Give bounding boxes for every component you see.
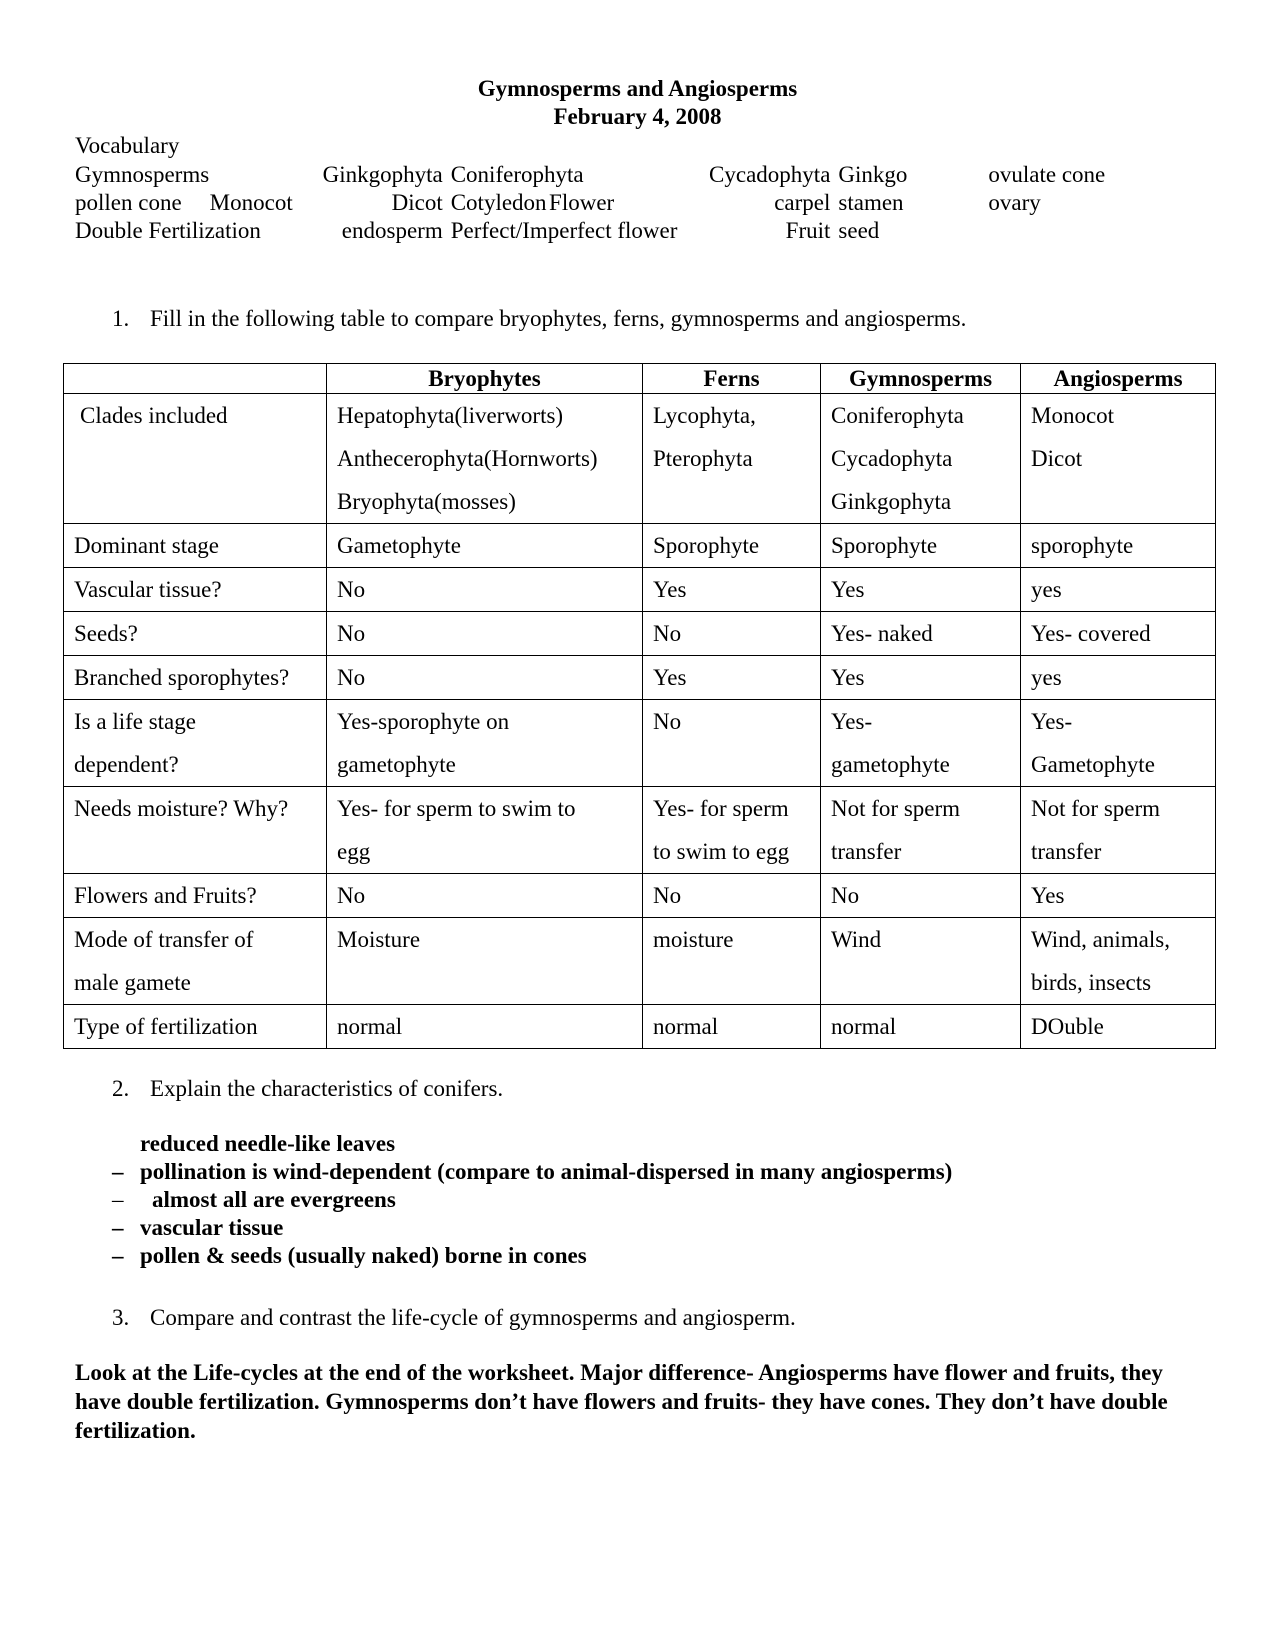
cell-text: Gametophyte [337, 533, 461, 558]
cell-text: normal [337, 1014, 403, 1039]
table-cell [643, 700, 821, 787]
table-cell [1021, 918, 1216, 1005]
table-header-cell: Ferns [643, 364, 821, 394]
cell-text: Yes- for sperm to swim to [337, 796, 576, 821]
table-cell [643, 1005, 821, 1049]
table-cell [1021, 656, 1216, 700]
table-cell [1021, 394, 1216, 524]
cell-text: DOuble [1031, 1014, 1104, 1039]
question-text: Fill in the following table to compare bryophytes, ferns, gymnosperms and angiosperms. [150, 306, 967, 331]
table-cell [643, 787, 821, 874]
cell-text: Pterophyta [653, 446, 753, 471]
cell-text: transfer [1031, 839, 1102, 864]
answer-list-text: pollen & seeds (usually naked) borne in cones [140, 1243, 587, 1268]
cell-text: Yes [653, 665, 687, 690]
cell-text: birds, insects [1031, 970, 1152, 995]
cell-text: No [653, 883, 682, 908]
question-number: 2. [112, 1076, 130, 1101]
table-cell [327, 787, 643, 874]
answer-list-item [112, 1186, 952, 1214]
vocab-term: Ginkgo [838, 162, 908, 187]
row-label [64, 700, 327, 787]
row-label-text: Vascular tissue? [74, 577, 222, 602]
table-row [64, 700, 1216, 787]
cell-text: Yes [831, 665, 865, 690]
dash-bullet: – [112, 1215, 124, 1240]
cell-text: gametophyte [831, 752, 950, 777]
cell-text: egg [337, 839, 371, 864]
row-label [64, 874, 327, 918]
cell-text: yes [1031, 665, 1062, 690]
cell-text: Lycophyta, [653, 403, 756, 428]
cell-text: Gametophyte [1031, 752, 1155, 777]
table-cell [327, 612, 643, 656]
table-cell [1021, 524, 1216, 568]
table-cell [821, 874, 1021, 918]
row-label-text: dependent? [74, 752, 179, 777]
table-cell [821, 568, 1021, 612]
cell-text: Cycadophyta [831, 446, 953, 471]
cell-text: Anthecerophyta(Hornworts) [337, 446, 598, 471]
row-label [64, 524, 327, 568]
table-row [64, 524, 1216, 568]
row-label [64, 787, 327, 874]
cell-text: Wind [831, 927, 882, 952]
cell-text: transfer [831, 839, 902, 864]
vocab-term: ovary [988, 190, 1041, 215]
vocabulary-row [75, 217, 1105, 245]
table-cell [821, 700, 1021, 787]
vocab-term: seed [838, 218, 880, 243]
row-label-text: Needs moisture? Why? [74, 796, 289, 821]
vocab-term: Cotyledon [450, 190, 547, 215]
answer-list-item [112, 1214, 952, 1242]
table-cell [821, 656, 1021, 700]
vocab-term: Fruit [785, 218, 831, 243]
cell-text: Not for sperm [1031, 796, 1161, 821]
row-label [64, 612, 327, 656]
question-text: Compare and contrast the life-cycle of gymnosperms and angiosperm. [150, 1305, 796, 1330]
row-label [64, 1005, 327, 1049]
cell-text: Sporophyte [653, 533, 760, 558]
table-cell [821, 1005, 1021, 1049]
question-number: 1. [112, 306, 130, 331]
cell-text: Ginkgophyta [831, 489, 952, 514]
cell-text: Yes- [1031, 709, 1073, 734]
vocab-term: Perfect/Imperfect flower [450, 218, 678, 243]
table-cell [1021, 612, 1216, 656]
row-label-text: Mode of transfer of [74, 927, 254, 952]
cell-text: Yes- covered [1031, 621, 1151, 646]
answer-list-item [112, 1242, 952, 1270]
table-cell [821, 524, 1021, 568]
answer-2 [112, 1130, 953, 1270]
question-3 [112, 1305, 796, 1331]
row-label-text: Seeds? [74, 621, 138, 646]
comparison-table [63, 363, 1216, 1049]
cell-text: Coniferophyta [831, 403, 964, 428]
table-header-cell: Angiosperms [1021, 364, 1216, 394]
cell-text: yes [1031, 577, 1062, 602]
cell-text: moisture [653, 927, 734, 952]
answer-list-item: reduced needle-like leaves [140, 1131, 396, 1156]
table-cell [821, 394, 1021, 524]
table-cell [1021, 1005, 1216, 1049]
table-header-row [64, 364, 1216, 394]
question-text: Explain the characteristics of conifers. [150, 1076, 504, 1101]
answer-3: Look at the Life-cycles at the end of the worksheet. Major difference- Angiosperms have flower and fruits, they have double fertilization. Gymnosperms don’t have flowers and fruits- they have cones. They don’t have double fertilization. [75, 1360, 1168, 1443]
table-row [64, 394, 1216, 524]
cell-text: Yes [831, 577, 865, 602]
row-label-text: Clades included [80, 403, 228, 428]
cell-text: No [653, 709, 682, 734]
answer-list-text: pollination is wind-dependent (compare to animal-dispersed in many angiosperms) [140, 1159, 953, 1184]
table-cell [1021, 568, 1216, 612]
vocab-term: Dicot [391, 190, 443, 215]
vocab-term: Flower [549, 190, 615, 215]
cell-text: Sporophyte [831, 533, 938, 558]
table-cell [327, 874, 643, 918]
cell-text: No [831, 883, 860, 908]
cell-text: Yes [653, 577, 687, 602]
cell-text: No [337, 665, 366, 690]
cell-text: normal [831, 1014, 897, 1039]
cell-text: normal [653, 1014, 719, 1039]
answer-list-text: almost all are evergreens [152, 1187, 396, 1212]
cell-text: No [337, 577, 366, 602]
table-cell [327, 918, 643, 1005]
cell-text: No [337, 621, 366, 646]
cell-text: Moisture [337, 927, 421, 952]
dash-bullet: – [112, 1243, 124, 1268]
cell-text: Yes- for sperm [653, 796, 789, 821]
cell-text: sporophyte [1031, 533, 1134, 558]
vocab-term: carpel [774, 190, 831, 215]
table-cell [1021, 874, 1216, 918]
table-row [64, 787, 1216, 874]
cell-text: Yes-sporophyte on [337, 709, 510, 734]
cell-text: gametophyte [337, 752, 456, 777]
cell-text: to swim to egg [653, 839, 790, 864]
answer-list-text: vascular tissue [140, 1215, 284, 1240]
table-row [64, 568, 1216, 612]
vocab-term: Double Fertilization [75, 218, 261, 243]
page-title: Gymnosperms and Angiosperms [477, 76, 798, 101]
row-label-text: Type of fertilization [74, 1014, 258, 1039]
table-cell [327, 394, 643, 524]
vocabulary-row [75, 161, 1105, 189]
table-cell [643, 394, 821, 524]
row-label-text: Dominant stage [74, 533, 219, 558]
table-row [64, 656, 1216, 700]
vocab-term: pollen cone [75, 190, 182, 215]
table-header-cell: Bryophytes [327, 364, 643, 394]
row-label-text: Is a life stage [74, 709, 196, 734]
row-label-text: Flowers and Fruits? [74, 883, 257, 908]
table-cell [327, 524, 643, 568]
table-cell [643, 656, 821, 700]
table-cell [643, 612, 821, 656]
dash-bullet: – [112, 1187, 124, 1212]
table-cell [327, 656, 643, 700]
cell-text: Yes [1031, 883, 1065, 908]
table-row [64, 874, 1216, 918]
row-label [64, 918, 327, 1005]
vocabulary-list [75, 161, 1105, 245]
table-cell [327, 568, 643, 612]
table-cell [327, 700, 643, 787]
table-row [64, 918, 1216, 1005]
answer-list-item [112, 1158, 953, 1186]
vocab-term: Cycadophyta [709, 162, 831, 187]
table-cell [327, 1005, 643, 1049]
row-label [64, 568, 327, 612]
question-1 [112, 306, 966, 332]
table-cell [1021, 700, 1216, 787]
question-number: 3. [112, 1305, 130, 1330]
vocab-term: stamen [838, 190, 904, 215]
cell-text: Wind, animals, [1031, 927, 1170, 952]
cell-text: Dicot [1031, 446, 1083, 471]
vocab-term: Monocot [209, 190, 293, 215]
cell-text: Yes- [831, 709, 873, 734]
vocab-term: Gymnosperms [75, 162, 210, 187]
cell-text: Bryophyta(mosses) [337, 489, 516, 514]
row-label-text: Branched sporophytes? [74, 665, 290, 690]
table-cell [821, 612, 1021, 656]
vocab-term: Coniferophyta [450, 162, 584, 187]
cell-text: Monocot [1031, 403, 1115, 428]
table-header-cell [64, 364, 327, 394]
page-date: February 4, 2008 [553, 104, 722, 129]
cell-text: Not for sperm [831, 796, 961, 821]
vocab-term: Ginkgophyta [322, 162, 443, 187]
table-cell [643, 874, 821, 918]
dash-bullet: – [112, 1159, 124, 1184]
vocab-term: ovulate cone [988, 162, 1106, 187]
table-cell [821, 918, 1021, 1005]
cell-text: Hepatophyta(liverworts) [337, 403, 564, 428]
table-cell [1021, 787, 1216, 874]
question-2 [112, 1076, 503, 1102]
vocabulary-heading: Vocabulary [75, 133, 180, 158]
table-row [64, 1005, 1216, 1049]
cell-text: No [653, 621, 682, 646]
row-label-text: male gamete [74, 970, 191, 995]
table-header-cell: Gymnosperms [821, 364, 1021, 394]
row-label [64, 394, 327, 524]
vocabulary-row [75, 189, 1105, 217]
table-row [64, 612, 1216, 656]
table-cell [643, 524, 821, 568]
cell-text: Yes- naked [831, 621, 933, 646]
table-cell [821, 787, 1021, 874]
row-label [64, 656, 327, 700]
vocab-term: endosperm [341, 218, 443, 243]
table-cell [643, 918, 821, 1005]
table-cell [643, 568, 821, 612]
cell-text: No [337, 883, 366, 908]
